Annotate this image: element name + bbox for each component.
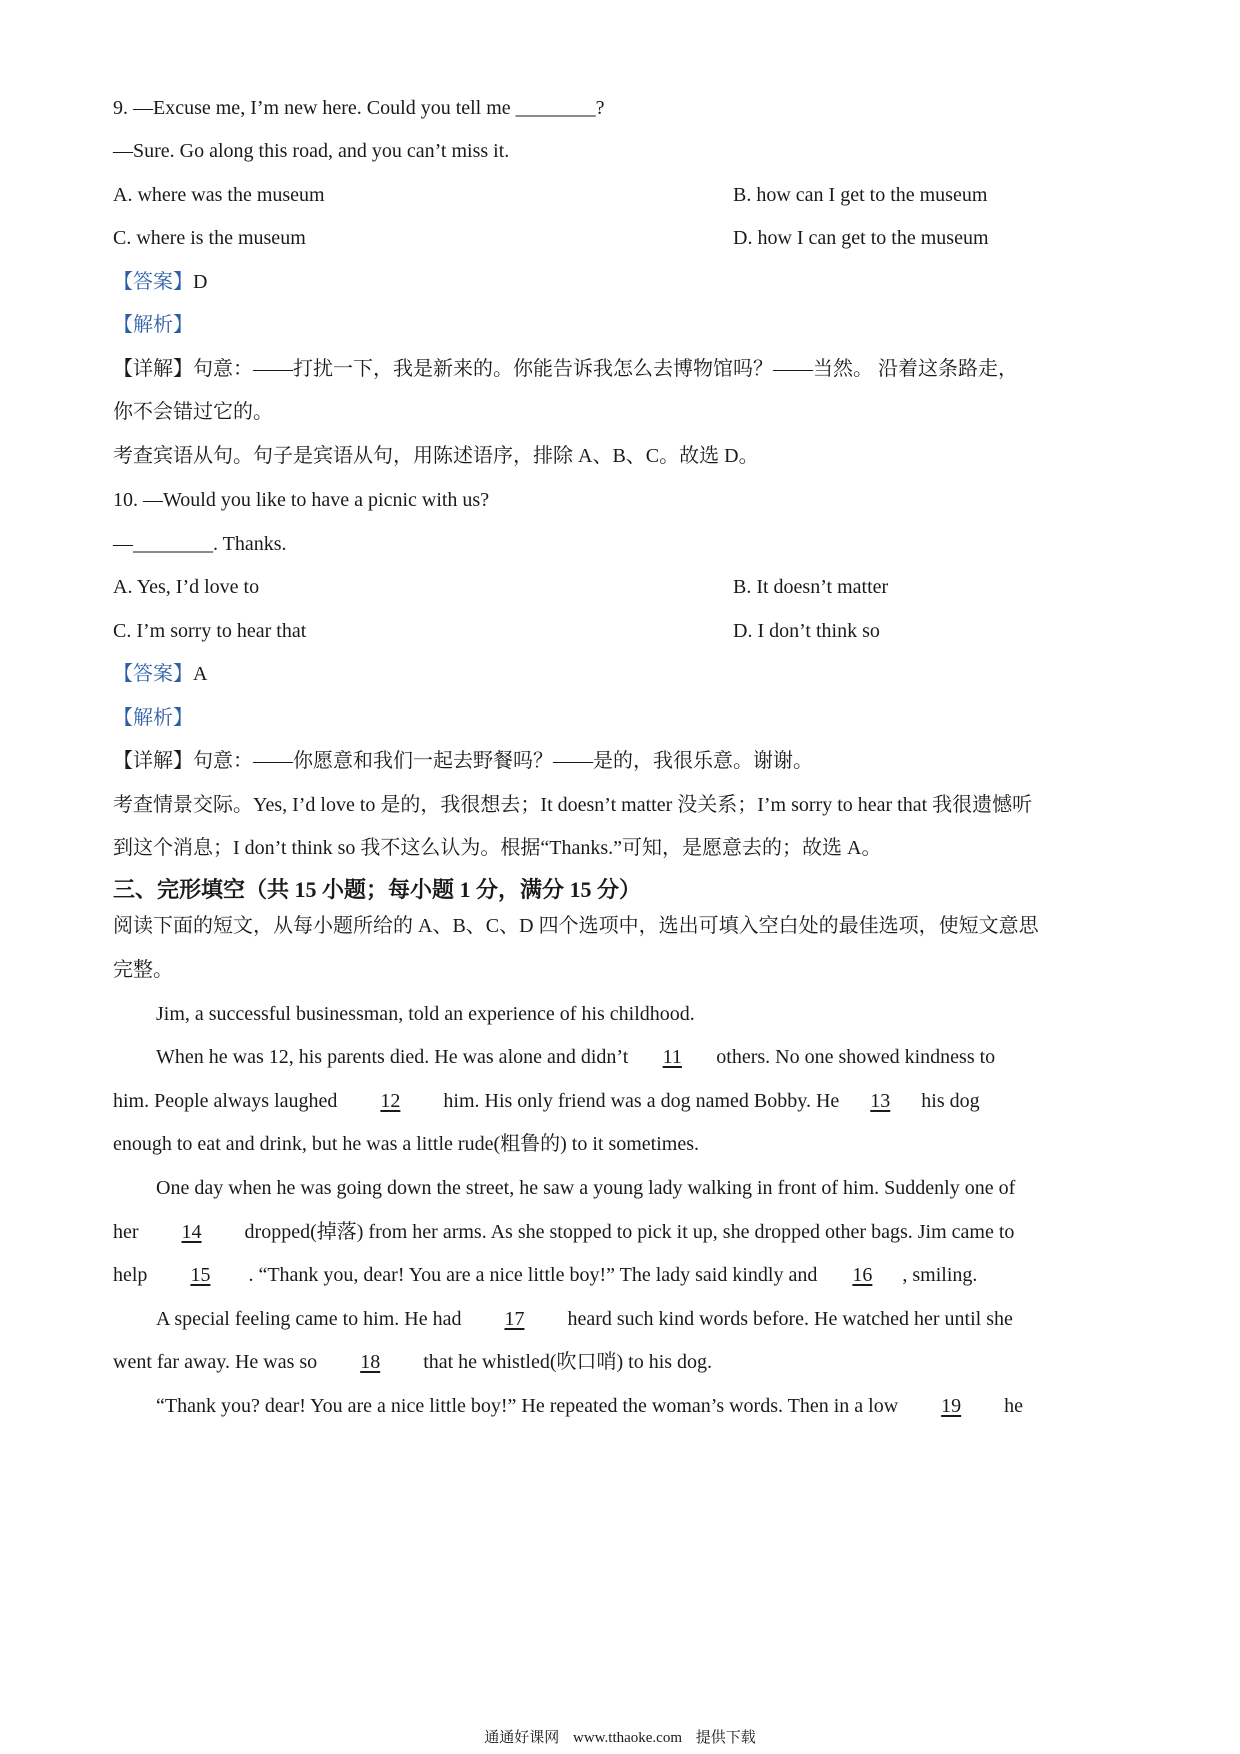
q10-detail-line-1 (113, 747, 1130, 775)
passage-text: , smiling. (902, 1264, 978, 1286)
q10-option-c: C. I’m sorry to hear that (113, 620, 307, 642)
passage-text: “Thank you? dear! You are a nice little boy!” He repeated the woman’s words. Then in a low (156, 1395, 904, 1417)
passage-line (113, 1087, 1130, 1115)
footer-site-name: 通通好课网 (484, 1730, 560, 1746)
analysis-tag: 【解析】 (113, 314, 193, 336)
q10-reply: —________. Thanks. (113, 533, 287, 555)
passage-line (113, 1218, 1130, 1246)
q9-option-b: B. how can I get to the museum (733, 184, 988, 206)
q10-analysis (113, 704, 1130, 732)
answer-value: D (193, 271, 208, 293)
blank-12: 12 (380, 1090, 401, 1112)
passage-line: Jim, a successful businessman, told an experience of his childhood. (156, 1003, 695, 1025)
q10-option-a: A. Yes, I’d love to (113, 576, 260, 598)
q10-detail-line-3: 到这个消息；I don’t think so 我不这么认为。根据“Thanks.”可知，是愿意去的；故选 A。 (113, 837, 882, 859)
passage-text: When he was 12, his parents died. He was alone and didn’t (156, 1046, 634, 1068)
q10-answer (113, 660, 1130, 688)
q9-options-row-2 (113, 224, 1130, 252)
q9-option-c: C. where is the museum (113, 227, 306, 249)
passage-line (156, 1305, 1130, 1333)
passage-line (113, 1261, 1130, 1289)
q9-detail-line-1 (113, 355, 1130, 383)
section-instructions-line-2: 完整。 (113, 959, 173, 981)
detail-text: 句意：——打扰一下，我是新来的。你能告诉我怎么去博物馆吗？——当然。 沿着这条路走， (193, 358, 1018, 380)
passage-text: . “Thank you, dear! You are a nice little boy!” The lady said kindly and (248, 1264, 823, 1286)
passage-text: help (113, 1264, 153, 1286)
passage-text: him. His only friend was a dog named Bobby. He (438, 1090, 845, 1112)
q10-stem: 10. —Would you like to have a picnic with us? (113, 489, 490, 511)
q9-detail-line-3: 考查宾语从句。句子是宾语从句，用陈述语序，排除 A、B、C。故选 D。 (113, 445, 759, 467)
passage-text: his dog (916, 1090, 980, 1112)
blank-13: 13 (870, 1090, 891, 1112)
passage-line: One day when he was going down the street, he saw a young lady walking in front of him. Suddenly one of (156, 1177, 1016, 1199)
blank-15: 15 (190, 1264, 211, 1286)
detail-tag: 【详解】 (113, 750, 193, 772)
blank-16: 16 (852, 1264, 873, 1286)
blank-17: 17 (504, 1308, 525, 1330)
passage-text: that he whistled(吹口哨) to his dog. (418, 1351, 713, 1373)
q9-answer (113, 268, 1130, 296)
passage-line (156, 1392, 1130, 1420)
q10-option-d: D. I don’t think so (733, 620, 880, 642)
q9-detail-line-2: 你不会错过它的。 (113, 401, 273, 423)
answer-tag: 【答案】 (113, 271, 193, 293)
passage-line: enough to eat and drink, but he was a little rude(粗鲁的) to it sometimes. (113, 1133, 699, 1155)
passage-text: her (113, 1221, 144, 1243)
detail-text: 句意：——你愿意和我们一起去野餐吗？——是的，我很乐意。谢谢。 (193, 750, 813, 772)
footer-url: www.tthaoke.com (573, 1730, 682, 1746)
passage-text: heard such kind words before. He watched her until she (562, 1308, 1013, 1330)
q9-option-a: A. where was the museum (113, 184, 325, 206)
q10-options-row-1 (113, 573, 1130, 601)
blank-14: 14 (181, 1221, 202, 1243)
q9-option-d: D. how I can get to the museum (733, 227, 989, 249)
q10-detail-line-2: 考查情景交际。Yes, I’d love to 是的，我很想去；It doesn’t matter 没关系；I’m sorry to hear that 我很遗憾听 (113, 794, 1033, 816)
section-heading: 三、完形填空（共 15 小题；每小题 1 分，满分 15 分） (113, 877, 642, 902)
footer-note: 提供下载 (695, 1730, 756, 1746)
q9-stem: 9. —Excuse me, I’m new here. Could you tell me ________? (113, 97, 605, 119)
answer-value: A (193, 663, 208, 685)
answer-tag: 【答案】 (113, 663, 193, 685)
passage-text: went far away. He was so (113, 1351, 323, 1373)
passage-text: dropped(掉落) from her arms. As she stopped to pick it up, she dropped other bags. Jim came to (239, 1221, 1015, 1243)
page-footer (0, 1727, 1240, 1749)
blank-19: 19 (941, 1395, 962, 1417)
passage-text: others. No one showed kindness to (711, 1046, 996, 1068)
q9-analysis (113, 311, 1130, 339)
q9-options-row-1 (113, 181, 1130, 209)
analysis-tag: 【解析】 (113, 707, 193, 729)
passage-line (113, 1348, 1130, 1376)
blank-18: 18 (360, 1351, 381, 1373)
q10-option-b: B. It doesn’t matter (733, 576, 889, 598)
detail-tag: 【详解】 (113, 358, 193, 380)
passage-line (156, 1043, 1130, 1071)
passage-text: A special feeling came to him. He had (156, 1308, 467, 1330)
q10-options-row-2 (113, 617, 1130, 645)
q9-reply: —Sure. Go along this road, and you can’t miss it. (113, 140, 510, 162)
passage-text: him. People always laughed (113, 1090, 343, 1112)
blank-11: 11 (662, 1046, 682, 1068)
passage-text: he (999, 1395, 1024, 1417)
section-instructions-line-1: 阅读下面的短文，从每小题所给的 A、B、C、D 四个选项中，选出可填入空白处的最佳选项，使短文意思 (113, 915, 1039, 937)
